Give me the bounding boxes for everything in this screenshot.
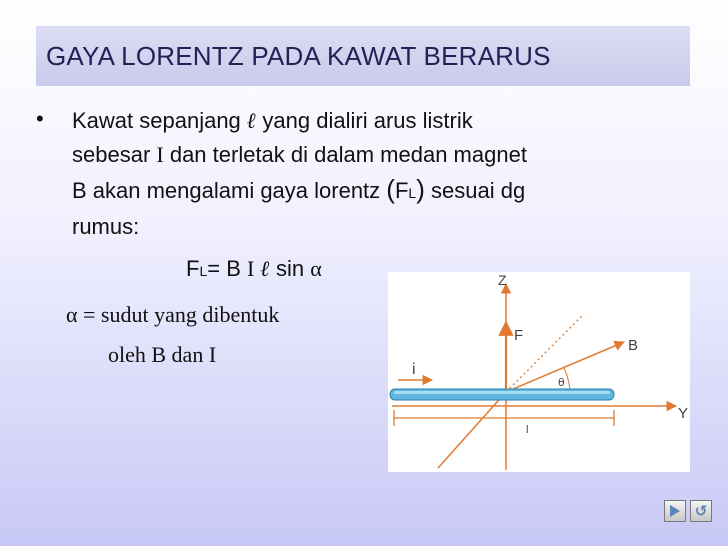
wire — [390, 389, 614, 400]
alpha-symbol: α — [310, 256, 322, 281]
play-icon — [670, 505, 680, 517]
bullet-text — [72, 104, 696, 244]
oblique-dotted-line — [506, 314, 584, 392]
lorentz-formula — [186, 256, 322, 282]
alpha-definition-line-2: oleh B dan I — [108, 342, 217, 367]
bullet-point — [36, 104, 696, 244]
equals-b: = B — [207, 256, 247, 281]
sin-text: sin — [269, 256, 311, 281]
slide-title: GAYA LORENTZ PADA KAWAT BERARUS — [46, 40, 551, 71]
diagram-svg — [388, 272, 690, 472]
text: B akan mengalami gaya lorentz — [72, 178, 387, 203]
i-label: i — [412, 361, 416, 378]
force-symbol: F — [186, 256, 200, 281]
b-label: B — [628, 337, 639, 354]
text: Kawat sepanjang — [72, 108, 247, 133]
text: sesuai dg — [424, 178, 526, 203]
x-axis-diagonal — [438, 392, 506, 468]
b-field-arrow — [506, 342, 624, 392]
theta-arc — [564, 368, 570, 392]
bullet-line-4: rumus: — [72, 214, 140, 239]
z-label: Z — [498, 272, 507, 288]
bullet-line-2 — [72, 138, 696, 172]
force-symbol: F — [394, 178, 409, 203]
ell-symbol: ℓ — [260, 256, 270, 282]
l-label: l — [526, 424, 529, 436]
text: yang dialiri arus listrik — [256, 108, 473, 133]
title-bar — [36, 26, 690, 86]
force-subscript: L — [199, 263, 208, 279]
next-slide-button[interactable] — [664, 500, 686, 522]
alpha-definition-line-1: α = sudut yang dibentuk — [66, 302, 280, 327]
lorentz-diagram — [388, 272, 690, 472]
return-icon: ↺ — [694, 501, 708, 520]
f-label: F — [514, 327, 524, 344]
bullet-marker: • — [36, 106, 44, 131]
paren-open: ( — [386, 174, 395, 204]
bullet-line-3 — [72, 172, 696, 210]
text: sebesar — [72, 142, 157, 167]
wire-highlight — [394, 391, 610, 394]
current-symbol: I — [247, 256, 255, 281]
current-symbol: I — [156, 142, 164, 167]
text: dan terletak di dalam medan magnet — [163, 142, 527, 167]
paren-close: ) — [416, 174, 425, 204]
force-subscript: L — [408, 185, 417, 201]
return-button[interactable] — [690, 500, 712, 522]
ell-symbol: ℓ — [246, 108, 257, 134]
y-label: Y — [678, 405, 689, 422]
theta-label: θ — [558, 376, 565, 389]
bullet-line-1 — [72, 104, 696, 138]
